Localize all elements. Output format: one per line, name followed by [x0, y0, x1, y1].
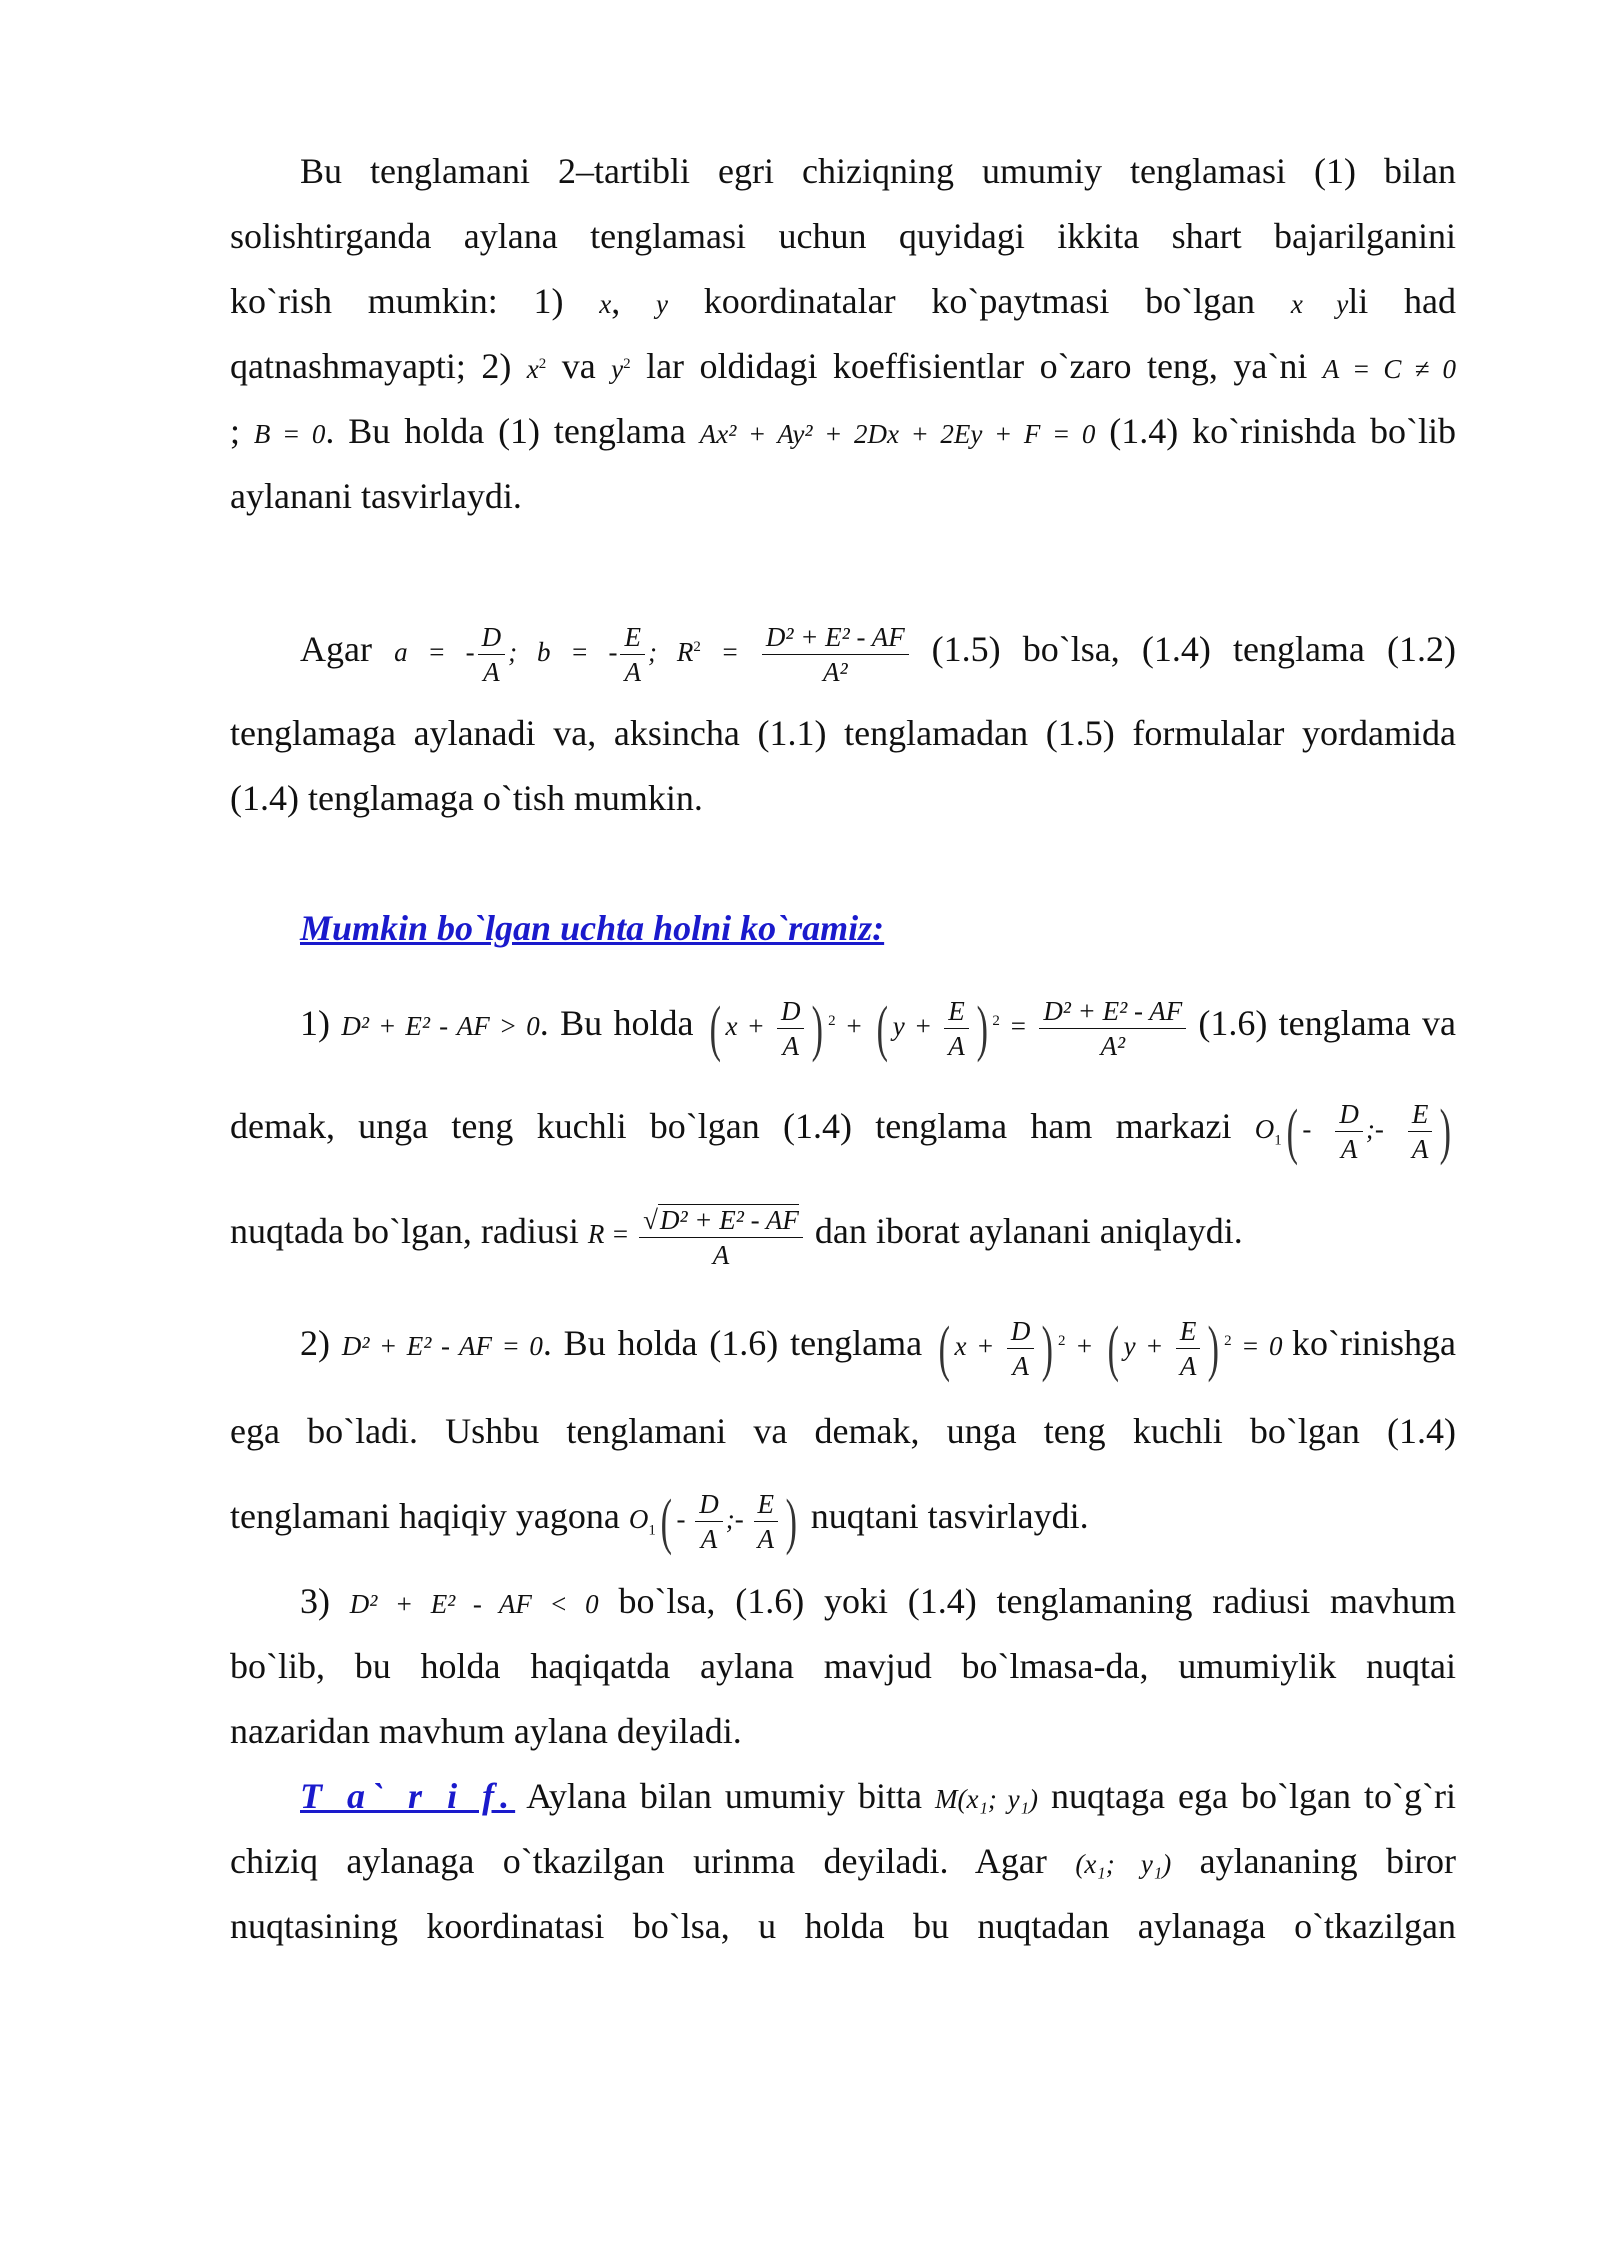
- case-3-line-3: nazaridan mavhum aylana deyiladi.: [230, 1711, 742, 1751]
- equation-1-6: ( x + $\frac{D}{A}$ ) $^2$ + ( y + $\frac{E}{A}$ ) $^2$ = $\frac{\text{D² + E² - AF}}{\text{A²}}$: [705, 1011, 1198, 1041]
- definition-line-2: chiziq aylanaga o`tkazilgan urinma deyiladi. Agar (x₁; y₁) aylananing biror: [230, 1841, 1457, 1881]
- case-2-line-2: ega bo`ladi. Ushbu tenglamani va demak, unga teng kuchli bo`lgan (1.4): [230, 1411, 1456, 1451]
- case-2-line-1: 2) D² + E² - AF = 0. Bu holda (1.6) tenglama ( x + $\frac{D}{A}$ ) $^2$ + ( y + $\frac{E}{A}$ ) $^2$ = 0 ko`rinishga: [300, 1314, 1456, 1383]
- case-1-line-3: nuqtada bo`lgan, radiusi R = $\frac{\text{√D² + E² - AF}}{A}$ dan iborat aylanani aniqlaydi.: [230, 1204, 1243, 1270]
- equation-1-4: Ax² + Ay² + 2Dx + 2Ey + F = 0: [699, 419, 1096, 449]
- definition-line-1: T a` r i f. Aylana bilan umumiy bitta M(x₁; y₁) nuqtaga ega bo`lgan to`g`ri: [300, 1776, 1457, 1816]
- paragraph-1-line-5: ; B = 0. Bu holda (1) tenglama Ax² + Ay² + 2Dx + 2Ey + F = 0 (1.4) ko`rinishda bo`lib: [230, 411, 1457, 451]
- case-3-line-2: bo`lib, bu holda haqiqatda aylana mavjud bo`lmasa-da, umumiylik nuqtai: [230, 1646, 1456, 1686]
- section-heading: Mumkin bo`lgan uchta holni ko`ramiz:: [300, 908, 885, 948]
- case-3-line-1: 3) D² + E² - AF < 0 bo`lsa, (1.6) yoki (1.4) tenglamaning radiusi mavhum: [300, 1581, 1457, 1621]
- case-2-line-3: tenglamani haqiqiy yagona $O_1$( - $\frac{D}{A}$ ;- $\frac{E}{A}$ ) nuqtani tasvirlaydi.: [230, 1487, 1089, 1556]
- formula-1-5: a = - $\frac{D}{A}$ ; b = - $\frac{E}{A}$ ; $R^2$ = $\frac{\text{D² + E² - AF}}{\text{A²}}$: [394, 637, 932, 667]
- paragraph-1-line-4: qatnashmayapti; 2) $x^2$ va $y^2$ lar oldidagi koeffisientlar o`zaro teng, ya`ni A = C ≠ 0: [230, 346, 1457, 386]
- radius-formula: R = $\frac{\text{√D² + E² - AF}}{A}$: [588, 1219, 806, 1249]
- paragraph-1-line-3: ko`rish mumkin: 1) x, y koordinatalar ko`paytmasi bo`lgan x yli had: [230, 281, 1457, 321]
- case-1-line-1: 1) D² + E² - AF > 0. Bu holda ( x + $\frac{D}{A}$ ) $^2$ + ( y + $\frac{E}{A}$ ) $^2$ = $\frac{\text{D² + E² - AF}}{\text{A²}}$ (1.6) tenglama va: [300, 994, 1456, 1063]
- equation-degenerate: ( x + $\frac{D}{A}$ ) $^2$ + ( y + $\frac{E}{A}$ ) $^2$ = 0: [938, 1314, 1293, 1383]
- definition-line-3: nuqtasining koordinatasi bo`lsa, u holda bu nuqtadan aylanaga o`tkazilgan: [230, 1906, 1456, 1946]
- paragraph-2-line-1: Agar a = - $\frac{D}{A}$ ; b = - $\frac{E}{A}$ ; $R^2$ = $\frac{\text{D² + E² - AF}}{\text{A²}}$ (1.5) bo`lsa, (1.4) tenglama (1.2): [300, 622, 1457, 688]
- case-1-line-2: demak, unga teng kuchli bo`lgan (1.4) tenglama ham markazi $O_1$( - $\frac{D}{A}$ ;- $\frac{E}{A}$ ): [230, 1090, 1456, 1176]
- center-point-formula: $O_1$( - $\frac{D}{A}$ ;- $\frac{E}{A}$ ): [1254, 1097, 1452, 1166]
- single-point-formula: $O_1$( - $\frac{D}{A}$ ;- $\frac{E}{A}$ ): [628, 1487, 798, 1556]
- paragraph-2-line-2: tenglamaga aylanadi va, aksincha (1.1) tenglamadan (1.5) formulalar yordamida: [230, 713, 1456, 753]
- paragraph-1-line-6: aylanani tasvirlaydi.: [230, 476, 522, 516]
- paragraph-1-line-1: Bu tenglamani 2–tartibli egri chiziqning umumiy tenglamasi (1) bilan: [300, 151, 1456, 191]
- paragraph-2-line-3: (1.4) tenglamaga o`tish mumkin.: [230, 778, 703, 818]
- paragraph-1-line-2: solishtirganda aylana tenglamasi uchun quyidagi ikkita shart bajarilganini: [230, 216, 1456, 256]
- definition-label: T a` r i f.: [300, 1776, 516, 1816]
